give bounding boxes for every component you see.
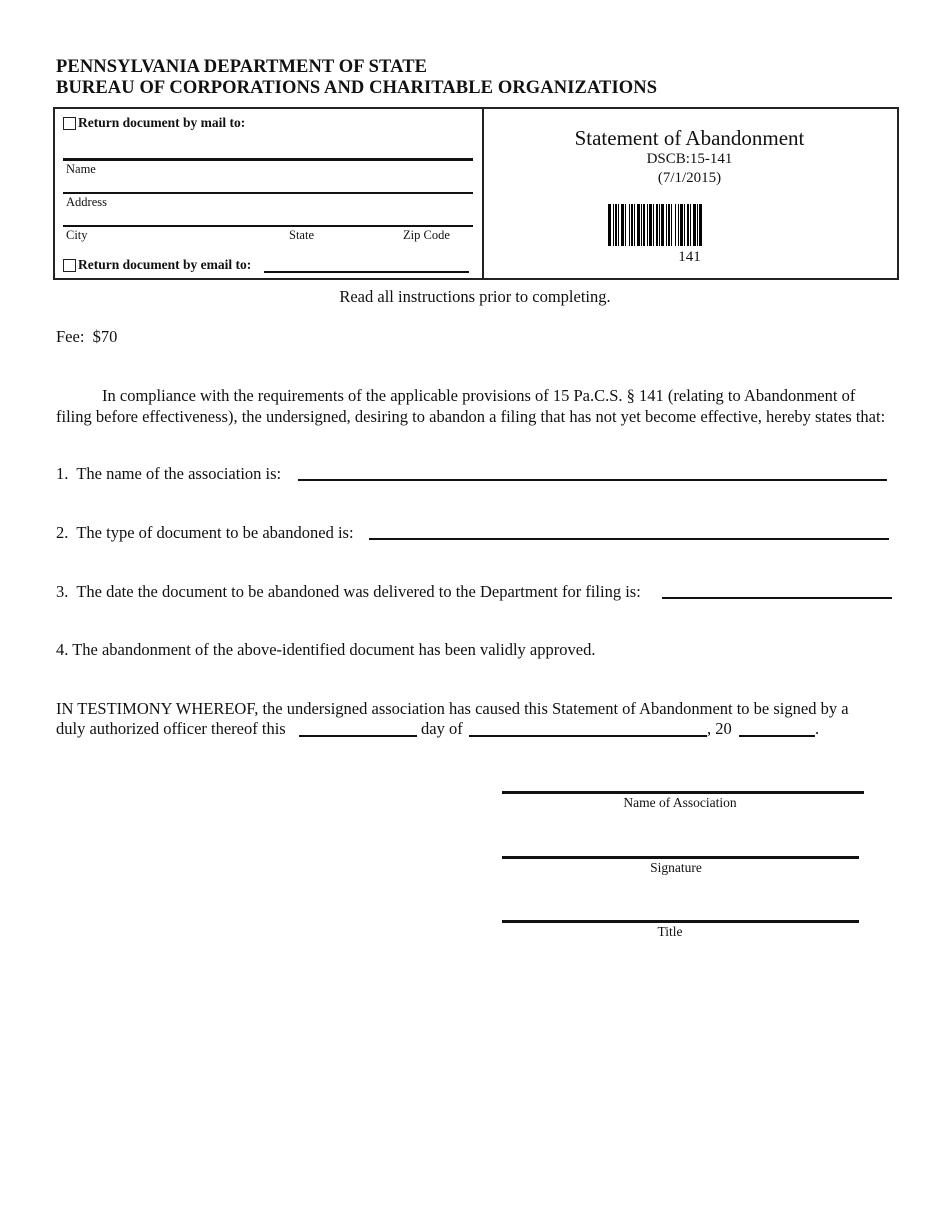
item-2-text: 2. The type of document to be abandoned is: [56, 523, 354, 542]
testimony-text-a: duly authorized officer thereof this [56, 719, 286, 738]
title-label: Title [657, 924, 683, 939]
name-label: Name [66, 162, 96, 176]
mail-checkbox[interactable] [63, 117, 76, 130]
state-label: State [289, 228, 314, 242]
day-line[interactable] [299, 735, 417, 737]
intro-paragraph: In compliance with the requirements of the applicable provisions of 15 Pa.C.S. § 141 (relating to Abandonment of filing before effectiveness), the undersigned, desiring to abandon a filing that has not yet become effective, hereby states that: [56, 386, 886, 426]
year-line[interactable] [739, 735, 815, 737]
barcode [608, 204, 703, 246]
barcode-gap [702, 204, 703, 246]
mail-label: Return document by mail to: [78, 115, 246, 130]
bureau-heading: BUREAU OF CORPORATIONS AND CHARITABLE ORGANIZATIONS [56, 78, 658, 98]
email-line[interactable] [264, 271, 469, 273]
city-state-zip-line[interactable] [63, 225, 473, 227]
month-line[interactable] [469, 735, 707, 737]
mail-option[interactable] [63, 115, 245, 131]
association-signature-line[interactable] [502, 791, 864, 794]
address-label: Address [66, 195, 107, 209]
form-revision: (7/1/2015) [657, 170, 722, 186]
name-line[interactable] [63, 158, 473, 161]
fee-text: Fee: $70 [56, 327, 118, 346]
form-title: Statement of Abandonment [574, 126, 805, 150]
address-line[interactable] [63, 192, 473, 194]
zip-label: Zip Code [403, 228, 450, 242]
barcode-number: 141 [678, 249, 701, 265]
signature-label: Signature [650, 860, 702, 875]
agency-heading: PENNSYLVANIA DEPARTMENT OF STATE [56, 57, 428, 77]
testimony-text-b: day of [421, 719, 463, 738]
city-label: City [66, 228, 88, 242]
item-1-text: 1. The name of the association is: [56, 464, 282, 483]
name-of-association-label: Name of Association [623, 795, 737, 810]
email-option[interactable] [63, 257, 251, 273]
instructions-note: Read all instructions prior to completing. [339, 287, 611, 306]
item-3-text: 3. The date the document to be abandoned was delivered to the Department for filing is: [56, 582, 641, 601]
testimony-line-1: IN TESTIMONY WHEREOF, the undersigned association has caused this Statement of Abandonment to be signed by a [56, 699, 849, 718]
document-type-line[interactable] [369, 538, 889, 540]
item-4-text: 4. The abandonment of the above-identified document has been validly approved. [56, 640, 596, 659]
form-number: DSCB:15-141 [646, 151, 733, 167]
testimony-text-d: . [815, 719, 820, 738]
delivery-date-line[interactable] [662, 597, 892, 599]
email-label: Return document by email to: [78, 257, 252, 272]
association-name-line[interactable] [298, 479, 887, 481]
title-line[interactable] [502, 920, 859, 923]
testimony-text-c: , 20 [707, 719, 732, 738]
signature-line[interactable] [502, 856, 859, 859]
email-checkbox[interactable] [63, 259, 76, 272]
